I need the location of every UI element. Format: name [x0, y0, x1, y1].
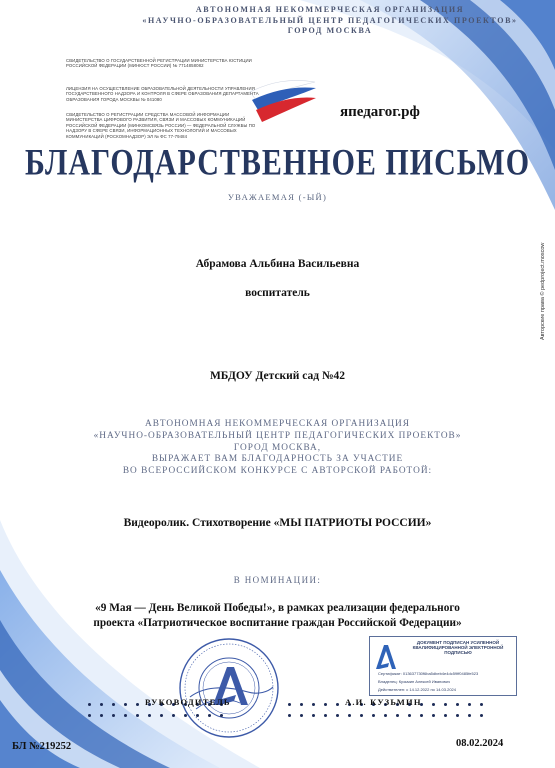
document-title: БЛАГОДАРСТВЕННОЕ ПИСЬМО — [24, 141, 531, 183]
site-name: япедагог.рф — [340, 104, 420, 120]
body-line-4: ВЫРАЖАЕТ ВАМ БЛАГОДАРНОСТЬ ЗА УЧАСТИЕ — [151, 454, 404, 465]
copyright-note: Авторские права © pedproject.moscow — [540, 242, 546, 340]
document-date: 08.02.2024 — [456, 738, 504, 749]
license-media: СВИДЕТЕЛЬСТВО О РЕГИСТРАЦИИ СРЕДСТВА МАССОВОЙ ИНФОРМАЦИИ МИНИСТЕРСТВА ЦИФРОВОГО РАЗВИТИЯ, СВЯЗИ И МАССОВЫХ КОММУНИКАЦИЙ РОССИЙСКОЙ ФЕДЕРАЦИИ (МИНКОМСВЯЗЬ РОССИИ) — ФЕДЕРАЛЬНОЙ СЛУЖБЫ ПО НАДЗОРУ В СФЕРЕ СВЯЗИ, ИНФОРМАЦИОННЫХ ТЕХНОЛОГИЙ И МАССОВЫХ КОММУНИКАЦИЙ (РОСКОМНАДЗОР) ЭЛ № ФС 77-79484 — [66, 112, 256, 139]
signature-dots-right-2 — [288, 714, 483, 730]
body-text — [40, 419, 515, 478]
signature-logo-icon — [374, 643, 398, 671]
license-registration: СВИДЕТЕЛЬСТВО О ГОСУДАРСТВЕННОЙ РЕГИСТРАЦИИ МИНИСТЕРСТВА ЮСТИЦИИ РОССИЙСКОЙ ФЕДЕРАЦИИ (МИНЮСТ РОССИИ) № 7714858082 — [66, 58, 252, 69]
license-education: ЛИЦЕНЗИЯ НА ОСУЩЕСТВЛЕНИЕ ОБРАЗОВАТЕЛЬНОЙ ДЕЯТЕЛЬНОСТИ УПРАВЛЕНИЯ ГОСУДАРСТВЕННОГО НАДЗОРА И КОНТРОЛЯ В СФЕРЕ ОБРАЗОВАНИЯ ДЕПАРТАМЕНТА ОБРАЗОВАНИЯ ГОРОДА МОСКВЫ № 041080 — [66, 86, 259, 102]
greeting: УВАЖАЕМАЯ (-ЫЙ) — [227, 192, 328, 202]
signature-certificate-id: Сертификат: 013637730f6ba5dbeb4e4dc59ff0485fe523 — [378, 671, 479, 676]
body-line-2: «НАУЧНО-ОБРАЗОВАТЕЛЬНЫЙ ЦЕНТР ПЕДАГОГИЧЕСКИХ ПРОЕКТОВ» — [93, 430, 462, 441]
signer-role: РУКОВОДИТЕЛЬ — [145, 697, 231, 707]
org-line-2: «НАУЧНО-ОБРАЗОВАТЕЛЬНЫЙ ЦЕНТР ПЕДАГОГИЧЕСКИХ ПРОЕКТОВ» — [142, 15, 518, 25]
organization-header — [110, 5, 550, 37]
work-title: Видеоролик. Стихотворение «МЫ ПАТРИОТЫ РОССИИ» — [123, 517, 432, 529]
nomination-line-1: «9 Мая — День Великой Победы!», в рамках реализации федерального — [95, 602, 460, 614]
signature-title: ДОКУМЕНТ ПОДПИСАН УСИЛЕННОЙ КВАЛИФИЦИРОВАННОЙ ЭЛЕКТРОННОЙ ПОДПИСЬЮ — [412, 640, 504, 656]
recipient-position: воспитатель — [245, 287, 310, 299]
document-number: БЛ №219252 — [12, 741, 72, 752]
recipient-name: Абрамова Альбина Васильевна — [195, 258, 360, 270]
recipient-institution: МБДОУ Детский сад №42 — [209, 370, 346, 382]
signature-certificate — [369, 636, 517, 696]
signature-validity: Действителен: с 14.12.2022 по 14.03.2024 — [378, 687, 456, 692]
org-line-3: ГОРОД МОСКВА — [287, 26, 373, 35]
nomination-label: В НОМИНАЦИИ: — [233, 575, 322, 585]
body-line-5: ВО ВСЕРОССИЙСКОМ КОНКУРСЕ С АВТОРСКОЙ РАБОТОЙ: — [122, 466, 433, 477]
nomination-line-2: проекта «Патриотическое воспитание граждан Российской Федерации» — [93, 616, 462, 629]
body-line-1: АВТОНОМНАЯ НЕКОММЕРЧЕСКАЯ ОРГАНИЗАЦИЯ — [145, 419, 410, 429]
body-line-3: ГОРОД МОСКВА, — [233, 442, 322, 453]
nomination-text — [45, 601, 510, 630]
signature-dots-left-2 — [88, 714, 223, 730]
signer-name: А.И. КУЗЬМИН — [345, 697, 422, 707]
org-line-1: АВТОНОМНАЯ НЕКОММЕРЧЕСКАЯ ОРГАНИЗАЦИЯ — [195, 5, 465, 14]
signature-owner: Владелец: Кузьмин Алексей Иванович — [378, 679, 450, 684]
